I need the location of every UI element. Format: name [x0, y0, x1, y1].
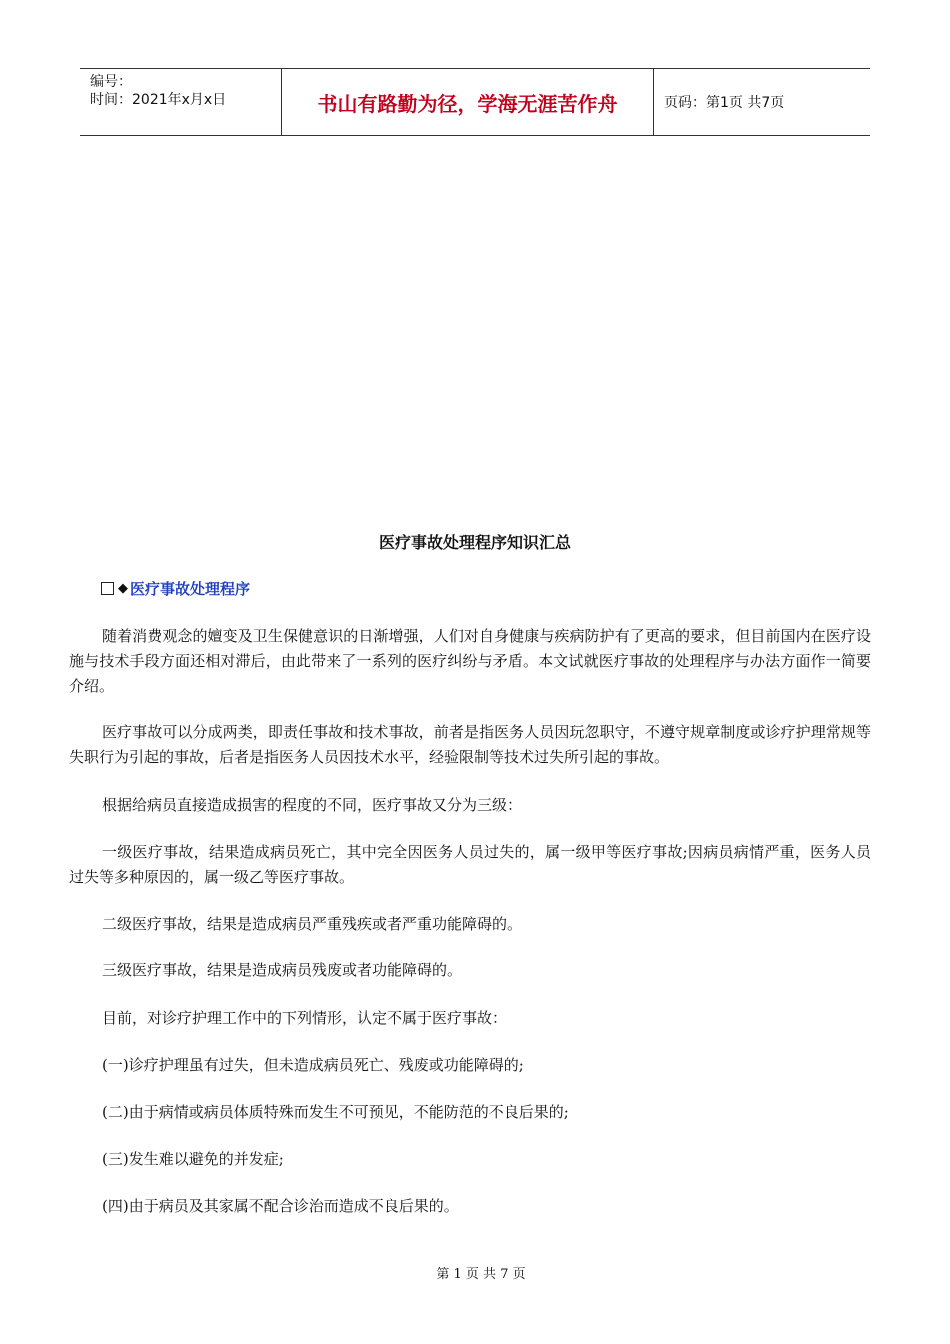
paragraph-types: 医疗事故可以分成两类，即责任事故和技术事故，前者是指医务人员因玩忽职守，不遵守规章制度或诊疗护理常规等失职行为引起的事故，后者是指医务人员因技术水平，经验限制等技术过失所引起的事故。 — [69, 723, 871, 766]
header-motto: 书山有路勤为径，学海无涯苦作舟 — [281, 69, 654, 135]
paragraph-levels: 根据给病员直接造成损害的程度的不同，医疗事故又分为三级： — [102, 796, 523, 814]
number-label: 编号： — [90, 74, 132, 90]
diamond-bullet-icon: ◆ — [118, 581, 128, 596]
checkbox-square-icon — [101, 582, 114, 595]
paragraph-intro: 随着消费观念的嬗变及卫生保健意识的日渐增强，人们对自身健康与疾病防护有了更高的要求，但目前国内在医疗设施与技术手段方面还相对滞后，由此带来了一系列的医疗纠纷与矛盾。本文试就医疗事故的处理程序与办法方面作一简要介绍。 — [69, 627, 871, 695]
header-table — [80, 68, 870, 136]
header-page-info: 页码：第1页 共7页 — [664, 95, 785, 111]
section-heading-link[interactable]: 医疗事故处理程序 — [130, 580, 251, 598]
paragraph-level-one: 一级医疗事故，结果造成病员死亡，其中完全因医务人员过失的，属一级甲等医疗事故;因病员病情严重，医务人员过失等多种原因的，属一级乙等医疗事故。 — [69, 843, 871, 886]
list-item-3: (三)发生难以避免的并发症; — [102, 1150, 284, 1168]
paragraph-exclusions: 目前，对诊疗护理工作中的下列情形，认定不属于医疗事故： — [102, 1009, 508, 1027]
list-item-2: (二)由于病情或病员体质特殊而发生不可预见，不能防范的不良后果的; — [102, 1103, 569, 1121]
list-item-4: (四)由于病员及其家属不配合诊治而造成不良后果的。 — [102, 1197, 459, 1215]
time-label: 时间：2021年x月x日 — [90, 92, 227, 108]
section-heading — [101, 578, 250, 599]
list-item-1: (一)诊疗护理虽有过失，但未造成病员死亡、残废或功能障碍的; — [102, 1056, 524, 1074]
document-title: 医疗事故处理程序知识汇总 — [378, 533, 571, 552]
paragraph-level-two: 二级医疗事故，结果是造成病员严重残疾或者严重功能障碍的。 — [102, 915, 523, 933]
header-meta — [80, 69, 281, 135]
page-footer: 第 1 页 共 7 页 — [436, 1267, 526, 1282]
paragraph-level-three: 三级医疗事故，结果是造成病员残废或者功能障碍的。 — [102, 961, 463, 979]
